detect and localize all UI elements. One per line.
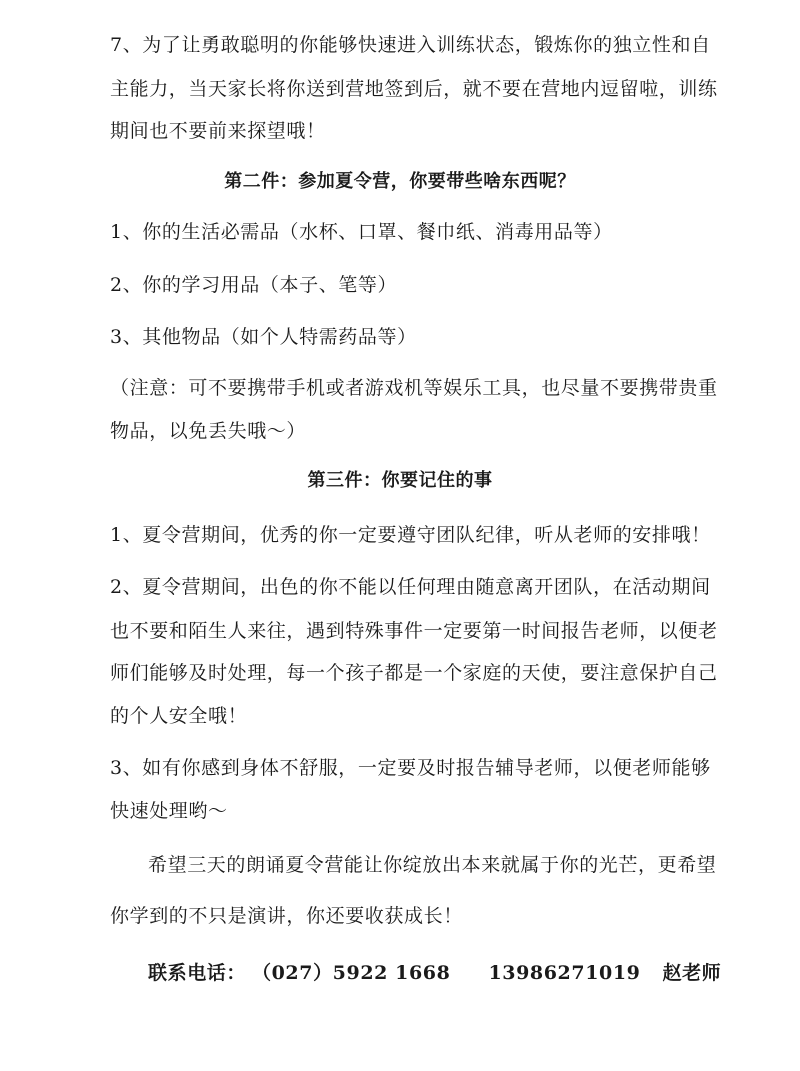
note-line: （注意：可不要携带手机或者游戏机等娱乐工具，也尽量不要携带贵重 — [110, 377, 718, 399]
paragraph-line: 3、如有你感到身体不舒服，一定要及时报告辅导老师，以便老师能够 — [110, 757, 711, 779]
paragraph-line: 师们能够及时处理，每一个孩子都是一个家庭的天使，要注意保护自己 — [110, 662, 718, 684]
list-item: 2、你的学习用品（本子、笔等） — [110, 274, 398, 296]
paragraph-line: 7、为了让勇敢聪明的你能够快速进入训练状态，锻炼你的独立性和自 — [110, 34, 711, 56]
paragraph-line: 快速处理哟～ — [110, 800, 228, 822]
contact-mobile: 13986271019 — [488, 962, 641, 984]
contact-line — [148, 961, 722, 985]
closing-line: 希望三天的朗诵夏令营能让你绽放出本来就属于你的光芒，更希望 — [148, 854, 717, 876]
contact-landline: （027）5922 1668 — [252, 962, 451, 984]
paragraph-line: 主能力，当天家长将你送到营地签到后，就不要在营地内逗留啦，训练 — [110, 78, 718, 100]
paragraph-line: 期间也不要前来探望哦！ — [110, 120, 326, 142]
list-item: 1、夏令营期间，优秀的你一定要遵守团队纪律，听从老师的安排哦！ — [110, 524, 711, 546]
closing-line: 你学到的不只是演讲，你还要收获成长！ — [110, 905, 463, 927]
list-item: 1、你的生活必需品（水杯、口罩、餐巾纸、消毒用品等） — [110, 221, 613, 243]
section-heading: 第三件：你要记住的事 — [307, 470, 493, 491]
contact-name: 赵老师 — [662, 962, 722, 984]
contact-label: 联系电话： — [148, 962, 247, 984]
note-line: 物品，以免丢失哦～） — [110, 420, 307, 442]
list-item: 3、其他物品（如个人特需药品等） — [110, 326, 417, 348]
paragraph-line: 2、夏令营期间，出色的你不能以任何理由随意离开团队，在活动期间 — [110, 576, 711, 598]
paragraph-line: 也不要和陌生人来往，遇到特殊事件一定要第一时间报告老师，以便老 — [110, 620, 718, 642]
paragraph-line: 的个人安全哦！ — [110, 705, 248, 727]
section-heading: 第二件：参加夏令营，你要带些啥东西呢？ — [224, 171, 576, 192]
